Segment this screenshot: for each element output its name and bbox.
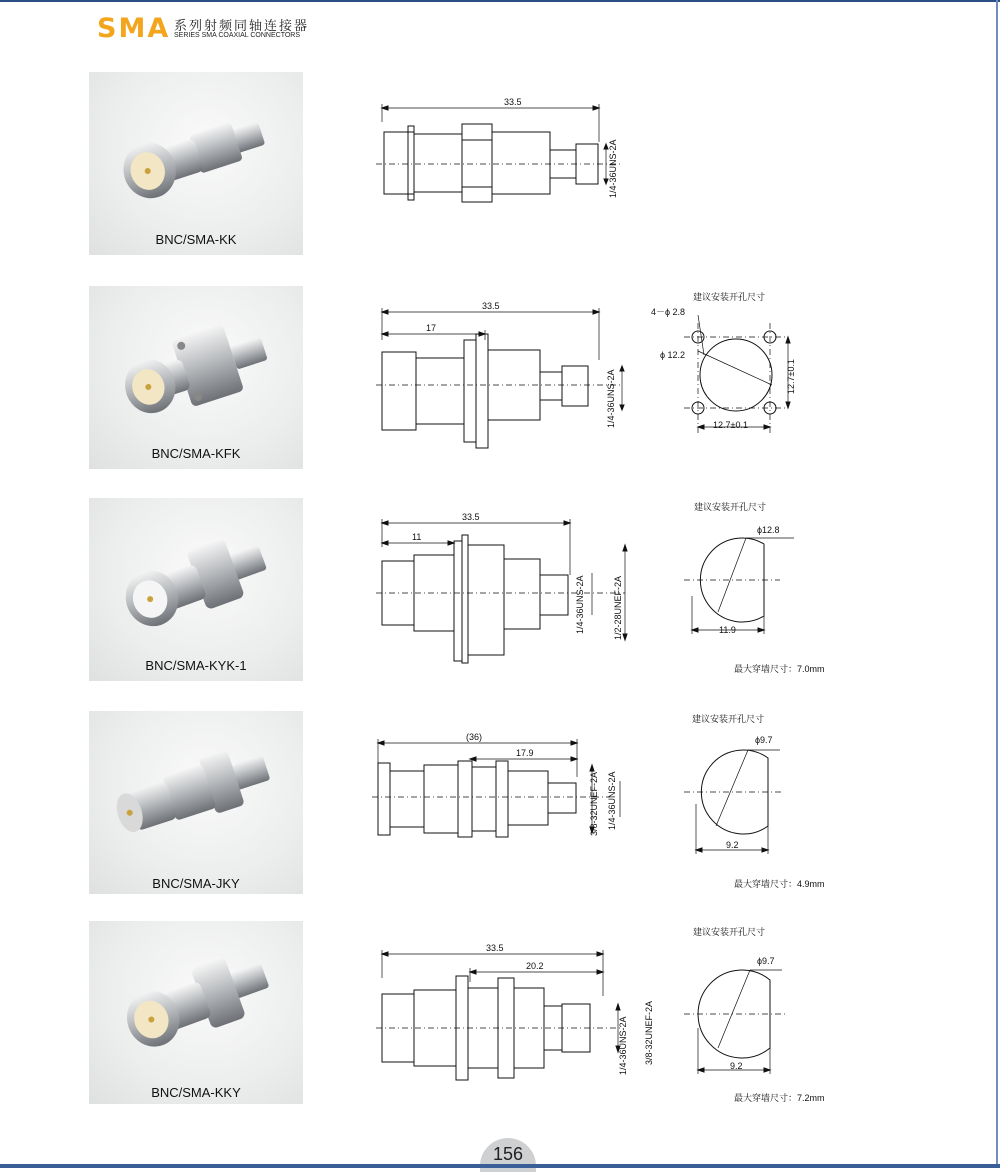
- connector-photo-icon: [89, 286, 303, 469]
- hole-pattern-kyk1: [684, 530, 804, 640]
- product-label: BNC/SMA-KYK-1: [145, 658, 247, 673]
- dim-overall: 33.5: [462, 512, 480, 522]
- product-photo-jky: [89, 711, 303, 894]
- dim-partial: 11: [412, 532, 422, 542]
- max-wall-note: 最大穿墙尺寸：7.0mm: [734, 664, 825, 674]
- thread-label-2: 3/8-32UNEF-2A: [644, 1000, 654, 1065]
- product-label: BNC/SMA-KFK: [151, 446, 241, 461]
- connector-photo-icon: [89, 72, 303, 255]
- hole-flat-label: 9.2: [730, 1061, 743, 1071]
- thread-label-1: 3/8-32UNEF-2A: [589, 771, 599, 836]
- thread-label-2: 1/4-36UNS-2A: [607, 771, 617, 830]
- product-photo-kfk: [89, 286, 303, 469]
- header-title-en: SERIES SMA COAXIAL CONNECTORS: [174, 32, 301, 39]
- product-photo-kk: [89, 72, 303, 255]
- connector-photo-icon: [89, 498, 303, 681]
- header-title-cn: 系列射频同轴连接器: [174, 18, 310, 33]
- thread-label-2: 1/2-28UNEF-2A: [613, 575, 623, 640]
- connector-photo-icon: [89, 921, 303, 1104]
- hole-count-label: 4－ϕ 2.8: [651, 307, 686, 317]
- product-label: BNC/SMA-KKY: [151, 1085, 241, 1100]
- product-photo-kky: [89, 921, 303, 1104]
- max-wall-note: 最大穿墙尺寸：7.2mm: [734, 1093, 825, 1103]
- dim-overall: 33.5: [504, 97, 522, 107]
- hole-height-label: 12.7±0.1: [786, 359, 796, 394]
- dim-overall: 33.5: [482, 301, 500, 311]
- dim-partial: 20.2: [526, 961, 544, 971]
- series-logo: SMA: [97, 13, 171, 44]
- hole-title: 建议安装开孔尺寸: [693, 292, 766, 302]
- hole-width-label: 12.7±0.1: [713, 420, 748, 430]
- center-diameter-label: ϕ 12.2: [660, 350, 686, 360]
- hole-diameter-label: ϕ9.7: [757, 956, 775, 966]
- hole-pattern-jky: [684, 742, 804, 852]
- top-rule: [0, 0, 1000, 2]
- product-label: BNC/SMA-KK: [155, 232, 237, 247]
- dim-overall: 33.5: [486, 943, 504, 953]
- hole-title: 建议安装开孔尺寸: [693, 927, 766, 937]
- bottom-rule: [0, 1164, 1000, 1168]
- thread-label-1: 1/4-36UNS-2A: [618, 1016, 628, 1075]
- max-wall-note: 最大穿墙尺寸：4.9mm: [734, 879, 825, 889]
- drawing-kfk: [370, 300, 640, 450]
- dim-overall: (36): [466, 732, 483, 742]
- right-rule: [996, 0, 998, 1168]
- dim-partial: 17.9: [516, 748, 534, 758]
- thread-label-1: 1/4-36UNS-2A: [575, 575, 585, 634]
- thread-label: 1/4-36UNS-2A: [608, 139, 618, 198]
- hole-flat-label: 9.2: [726, 840, 739, 850]
- hole-diameter-label: ϕ9.7: [755, 735, 773, 745]
- page-number: 156: [480, 1138, 536, 1172]
- hole-title: 建议安装开孔尺寸: [692, 714, 765, 724]
- hole-flat-label: 11.9: [719, 625, 736, 635]
- product-label: BNC/SMA-JKY: [152, 876, 240, 891]
- drawing-kk: [370, 92, 640, 212]
- drawing-kyk1: [370, 512, 640, 665]
- hole-diameter-label: ϕ12.8: [757, 525, 780, 535]
- dim-partial: 17: [426, 323, 437, 333]
- hole-title: 建议安装开孔尺寸: [694, 502, 767, 512]
- product-photo-kyk1: [89, 498, 303, 681]
- hole-pattern-kky: [684, 962, 804, 1077]
- drawing-kky: [370, 943, 640, 1083]
- thread-label: 1/4-36UNS-2A: [606, 369, 616, 428]
- connector-photo-icon: [89, 711, 303, 894]
